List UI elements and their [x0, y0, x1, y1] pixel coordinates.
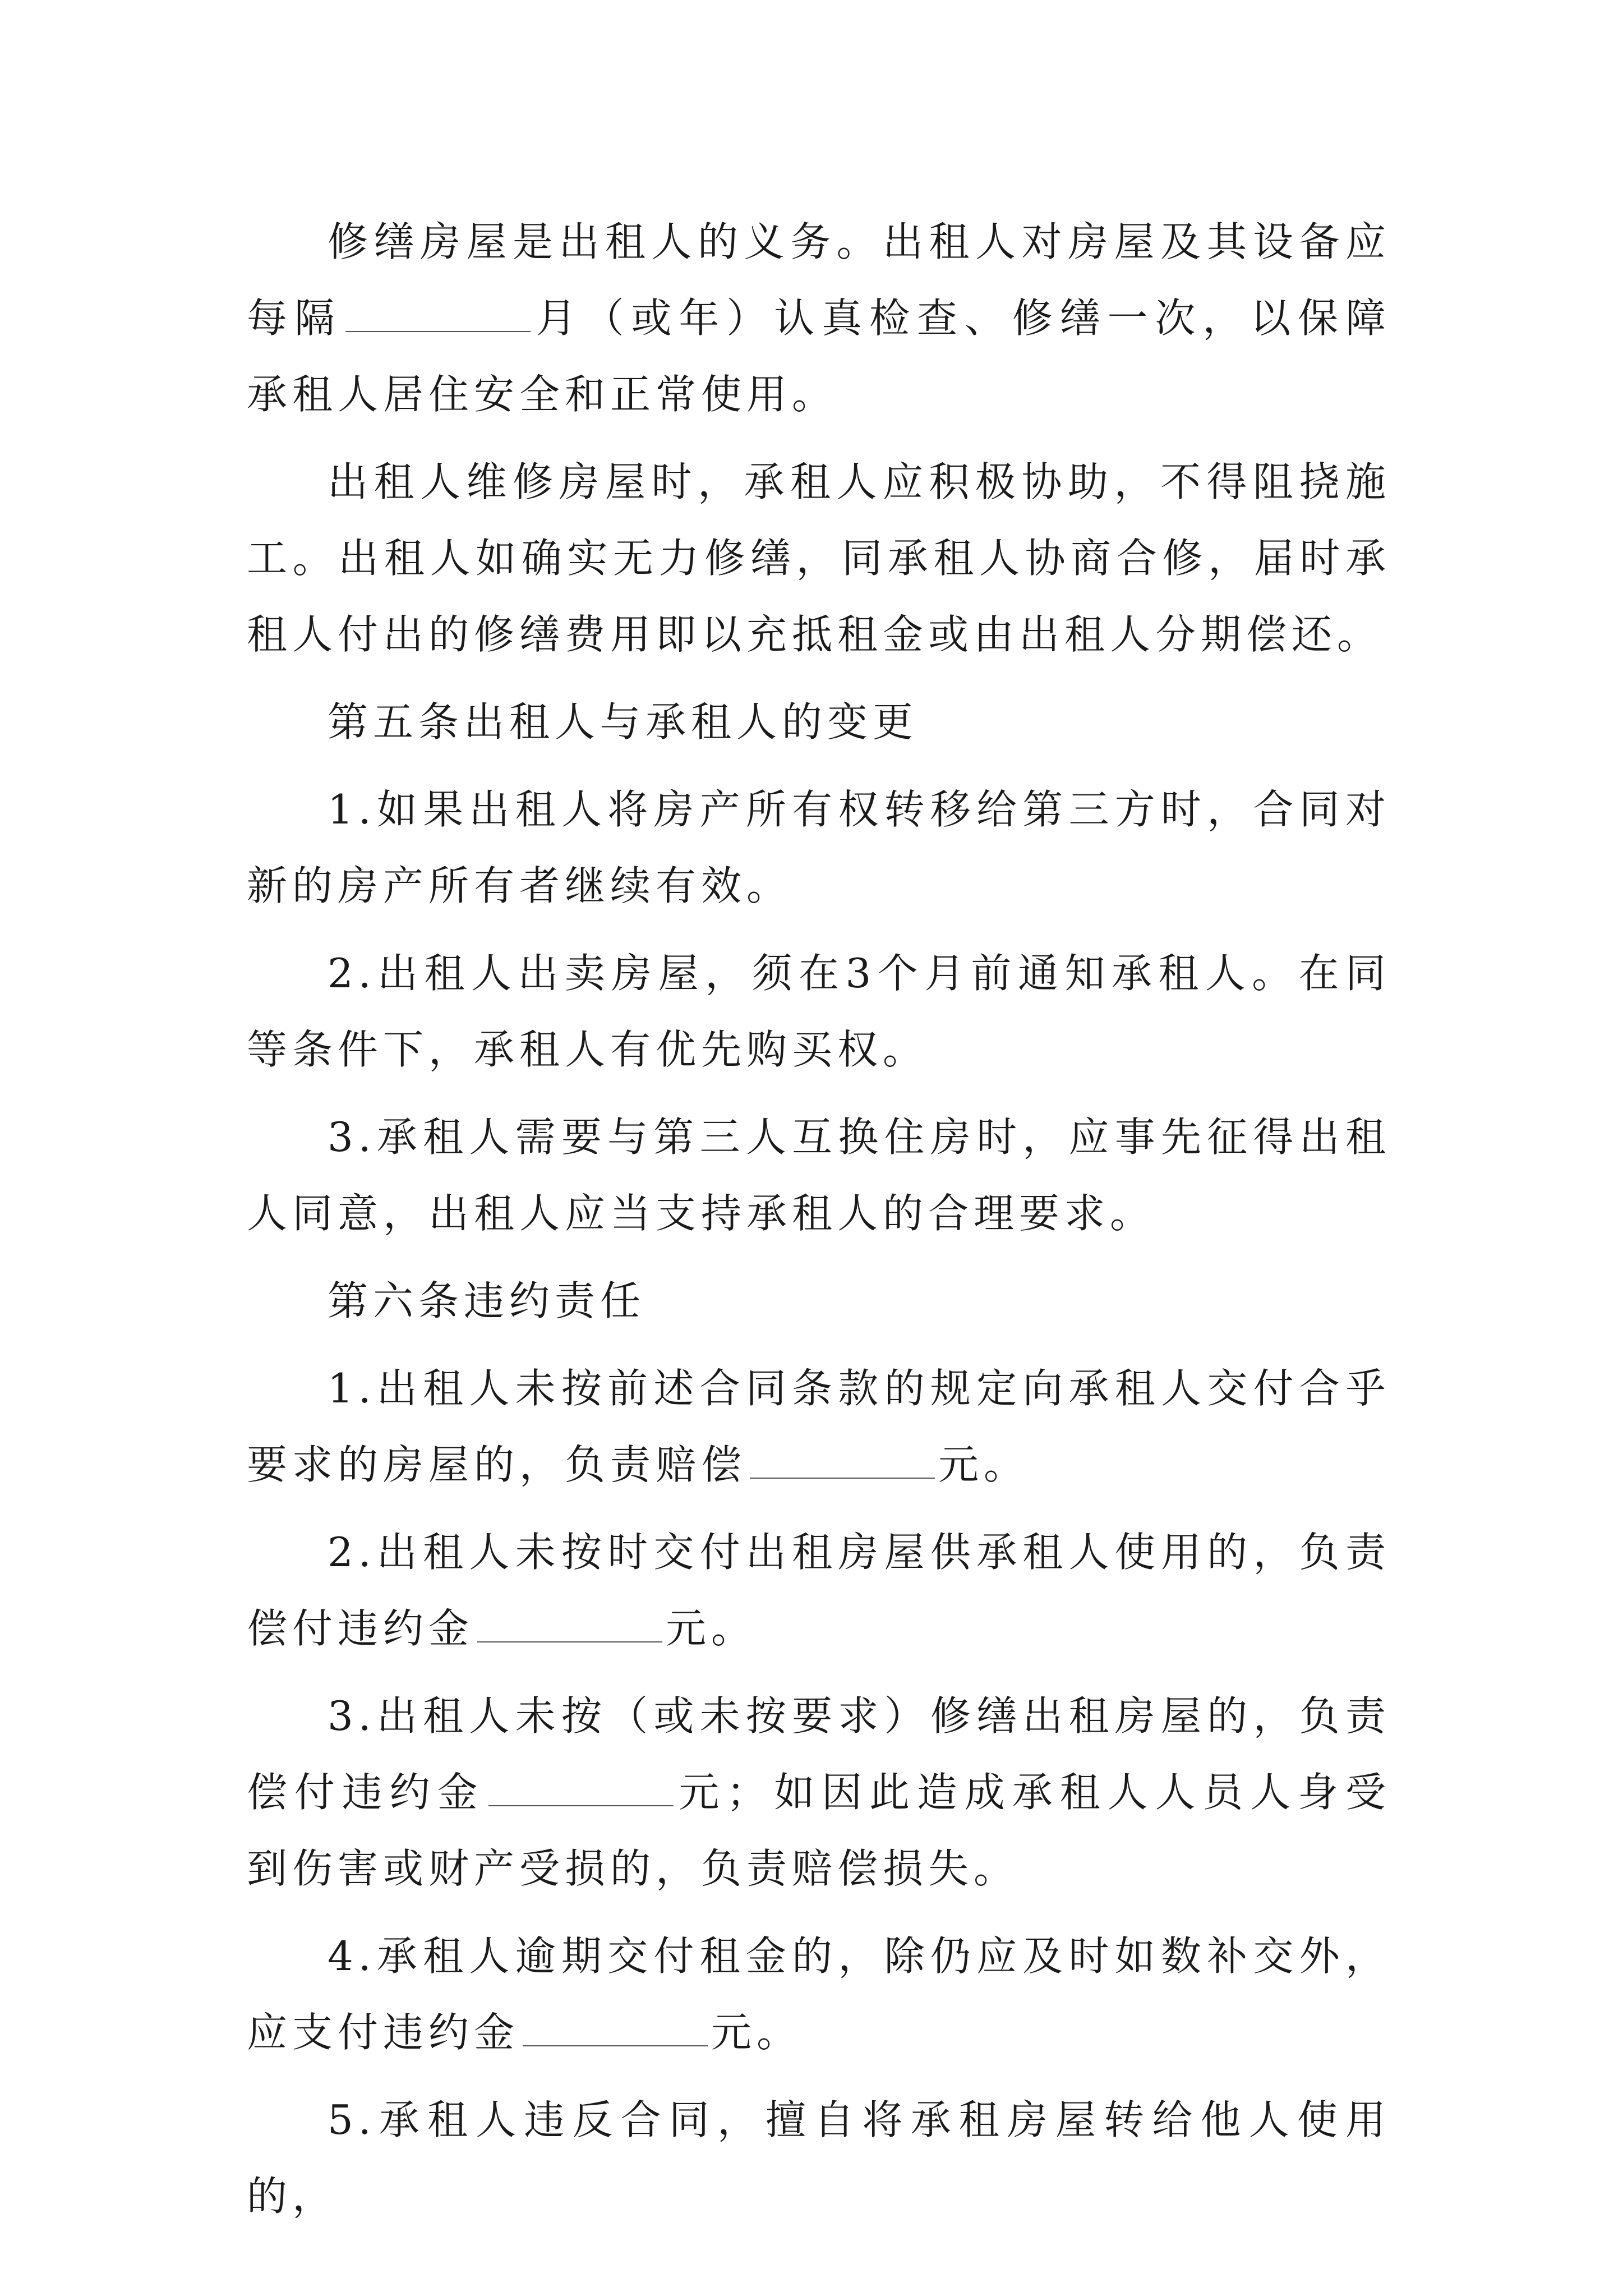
paragraph	[247, 1350, 1391, 1503]
paragraph-text: 1.如果出租人将房产所有权转移给第三方时，合同对新的房产所有者继续有效。	[247, 786, 1391, 909]
paragraph-text: 2.出租人未按时交付出租房屋供承租人使用的，负责偿付违约金	[247, 1529, 1391, 1652]
paragraph	[247, 935, 1391, 1088]
paragraph-text: 5.承租人违反合同，擅自将承租房屋转给他人使用的，	[247, 2096, 1391, 2220]
paragraph-text: 元；如因此造成承租人人员人身受到伤害或财产受损的，负责赔偿损失。	[247, 1769, 1391, 1892]
paragraph-text: 3.出租人未按（或未按要求）修缮出租房屋的，负责偿付违约金	[247, 1692, 1391, 1816]
paragraph	[247, 1678, 1391, 1907]
paragraph	[247, 204, 1391, 432]
paragraph-text: 元。	[711, 2009, 803, 2056]
paragraph-text: 出租人维修房屋时，承租人应积极协助，不得阻挠施工。出租人如确实无力修缮，同承租人协商合修，届时承租人付出的修缮费用即以充抵租金或由出租人分期偿还。	[247, 458, 1391, 658]
paragraph-text: 1.出租人未按前述合同条款的规定向承租人交付合乎要求的房屋的，负责赔偿	[247, 1365, 1391, 1488]
paragraph	[247, 444, 1391, 673]
paragraph-text: 第六条违约责任	[328, 1277, 646, 1324]
paragraph-text: 元。	[938, 1441, 1030, 1488]
fill-in-blank	[477, 1608, 662, 1642]
paragraph	[247, 1099, 1391, 1251]
paragraph-text: 2.出租人出卖房屋，须在3个月前通知承租人。在同等条件下，承租人有优先购买权。	[247, 950, 1391, 1073]
section-heading	[247, 684, 1391, 760]
paragraph-text: 4.承租人逾期交付租金的，除仍应及时如数补交外，应支付违约金	[247, 1932, 1391, 2056]
paragraph	[247, 2082, 1391, 2234]
document-body	[247, 204, 1391, 2246]
fill-in-blank	[488, 1772, 674, 1806]
paragraph-text: 修缮房屋是出租人的义务。出租人对房屋及其设备应每隔	[247, 218, 1391, 342]
fill-in-blank	[345, 297, 531, 332]
paragraph	[247, 1514, 1391, 1667]
paragraph-text: 月（或年）认真检查、修缮一次，以保障承租人居住安全和正常使用。	[247, 295, 1391, 418]
paragraph	[247, 771, 1391, 924]
section-heading	[247, 1263, 1391, 1339]
paragraph-text: 3.承租人需要与第三人互换住房时，应事先征得出租人同意，出租人应当支持承租人的合理要求。	[247, 1114, 1391, 1237]
fill-in-blank	[750, 1444, 935, 1479]
paragraph	[247, 1918, 1391, 2070]
paragraph-text: 元。	[666, 1605, 757, 1652]
paragraph-text: 第五条出租人与承租人的变更	[328, 698, 919, 746]
fill-in-blank	[523, 2012, 708, 2046]
